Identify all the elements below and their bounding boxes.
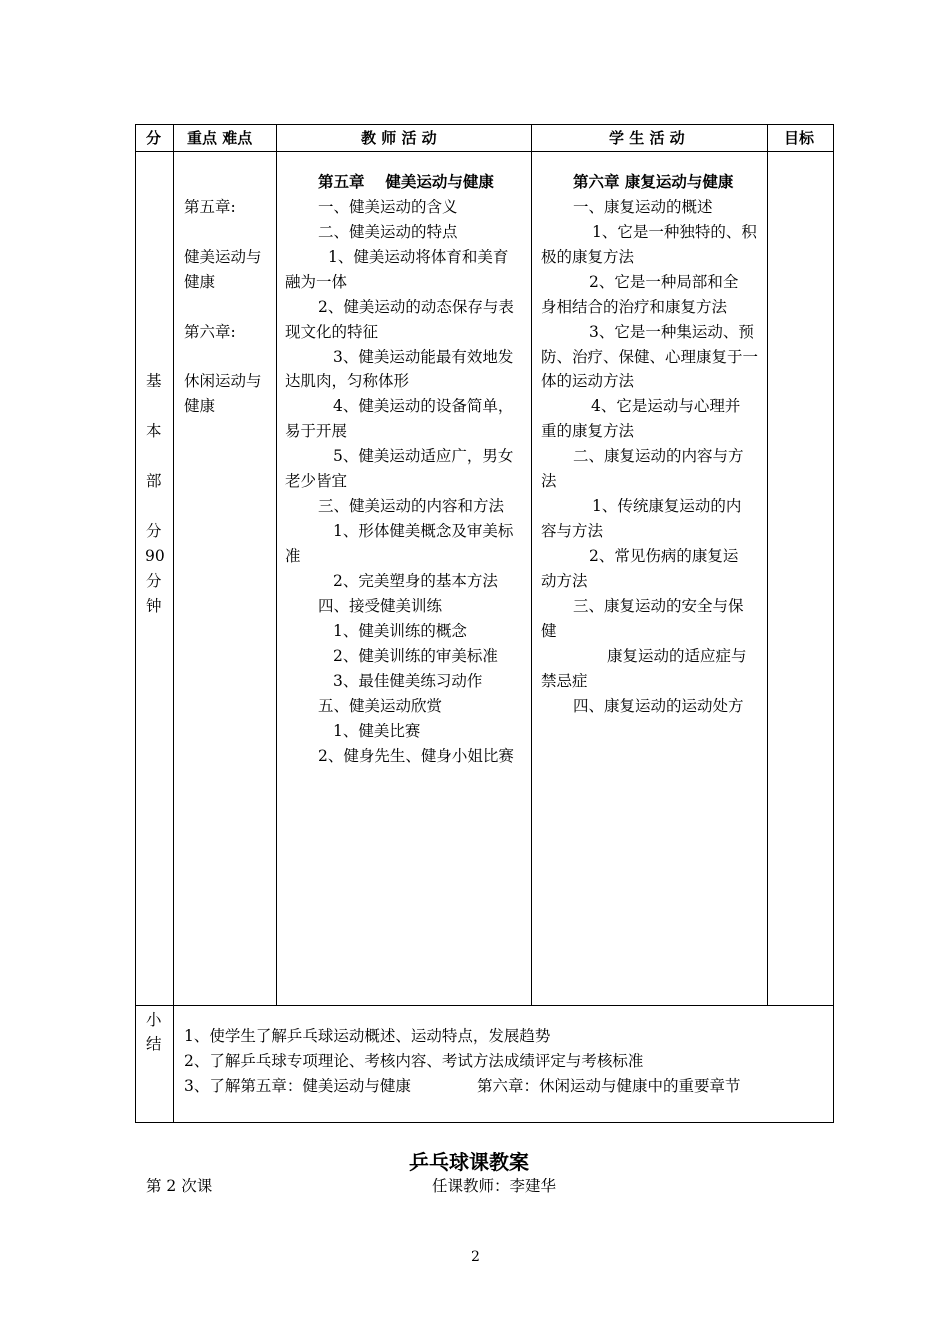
student-activity-line: 康复运动的适应症与 [607,647,747,665]
teacher-activity-line: 第五章 健美运动与健康 [318,172,494,191]
key-point-line: 第五章: [184,198,236,216]
key-point-line: 健康 [184,397,216,415]
teacher-activity-line: 准 [285,547,301,565]
teacher-activity-line: 五、健美运动欣赏 [318,697,443,715]
teacher-activity-line: 二、健美运动的特点 [318,223,458,241]
student-activity-line: 1、传统康复运动的内 [592,497,742,515]
page-title: 乒乓球课教案 [409,1150,529,1174]
key-point-line: 休闲运动与 [184,372,262,390]
key-point-line: 第六章: [184,323,236,341]
student-activity-line: 极的康复方法 [541,248,635,266]
student-activity-line: 禁忌症 [541,672,588,690]
teacher-activity-line: 2、健美训练的审美标准 [333,647,498,665]
summary-line-1: 1、使学生了解乒乓球运动概述、运动特点，发展趋势 [184,1027,551,1045]
header-fen: 分 [146,129,162,147]
section-label-line: 本 [146,422,162,440]
student-activity-line: 防、治疗、保健、心理康复于一 [541,348,759,366]
summary-line-2: 2、了解乒乓球专项理论、考核内容、考试方法成绩评定与考核标准 [184,1052,644,1070]
page-number: 2 [471,1249,480,1265]
student-activity-line: 二、康复运动的内容与方 [573,447,744,465]
teacher-activity-line: 一、健美运动的含义 [318,198,458,216]
teacher-activity-line: 2、完美塑身的基本方法 [333,572,498,590]
student-activity-line: 三、康复运动的安全与保 [573,597,744,615]
header-teacher-activity: 教 师 活 动 [361,129,437,147]
student-activity-line: 容与方法 [541,522,604,540]
header-goal: 目标 [784,129,815,147]
student-activity-line: 法 [541,472,557,490]
key-point-line: 健美运动与 [184,248,262,266]
summary-label-1: 小 [146,1011,162,1029]
teacher-activity-line: 三、健美运动的内容和方法 [318,497,505,515]
section-label-line: 分 [146,572,162,590]
student-activity-line: 一、康复运动的概述 [573,198,713,216]
teacher-activity-line: 5、健美运动适应广，男女 [333,447,514,465]
student-activity-line: 1、它是一种独特的、积 [592,223,757,241]
key-point-line: 健康 [184,273,216,291]
section-label-line: 基 [146,372,162,390]
teacher-activity-line: 2、健身先生、健身小姐比赛 [318,747,514,765]
student-activity-line: 动方法 [541,572,588,590]
student-activity-line: 4、它是运动与心理并 [591,397,741,415]
teacher-activity-line: 1、健美训练的概念 [333,622,467,640]
teacher-name: 任课教师：李建华 [432,1177,557,1195]
teacher-activity-line: 2、健美运动的动态保存与表 [318,298,514,316]
student-activity-line: 第六章 康复运动与健康 [573,172,734,191]
teacher-activity-line: 老少皆宜 [285,472,348,490]
section-label-line: 分 [146,522,162,540]
teacher-activity-line: 4、健美运动的设备简单， [333,397,514,415]
section-label-line: 90 [145,547,165,565]
summary-label-2: 结 [146,1035,162,1053]
student-activity-line: 四、康复运动的运动处方 [573,697,744,715]
summary-line-3-extra: 第六章：休闲运动与健康中的重要章节 [477,1077,741,1095]
teacher-activity-line: 3、健美运动能最有效地发 [333,348,514,366]
summary-line-3: 3、了解第五章：健美运动与健康 [184,1077,411,1095]
teacher-activity-line: 易于开展 [285,422,348,440]
teacher-activity-line: 融为一体 [285,273,348,291]
student-activity-line: 身相结合的治疗和康复方法 [541,298,728,316]
student-activity-line: 健 [541,622,557,640]
teacher-activity-line: 四、接受健美训练 [318,597,443,615]
header-student-activity: 学 生 活 动 [609,129,685,147]
student-activity-line: 3、它是一种集运动、预 [589,323,754,341]
student-activity-line: 重的康复方法 [541,422,635,440]
student-activity-line: 2、常见伤病的康复运 [589,547,739,565]
teacher-activity-line: 1、形体健美概念及审美标 [333,522,514,540]
teacher-activity-line: 现文化的特征 [285,323,379,341]
teacher-activity-line: 1、健美运动将体育和美育 [328,248,509,266]
teacher-activity-line: 3、最佳健美练习动作 [333,672,483,690]
lesson-number: 第 2 次课 [146,1177,213,1195]
student-activity-line: 体的运动方法 [541,372,635,390]
section-label-line: 钟 [146,597,162,615]
header-key-points: 重点 难点 [187,129,253,147]
teacher-activity-line: 1、健美比赛 [333,722,421,740]
section-label-line: 部 [146,472,162,490]
teacher-activity-line: 达肌肉，匀称体形 [285,372,410,390]
student-activity-line: 2、它是一种局部和全 [589,273,739,291]
